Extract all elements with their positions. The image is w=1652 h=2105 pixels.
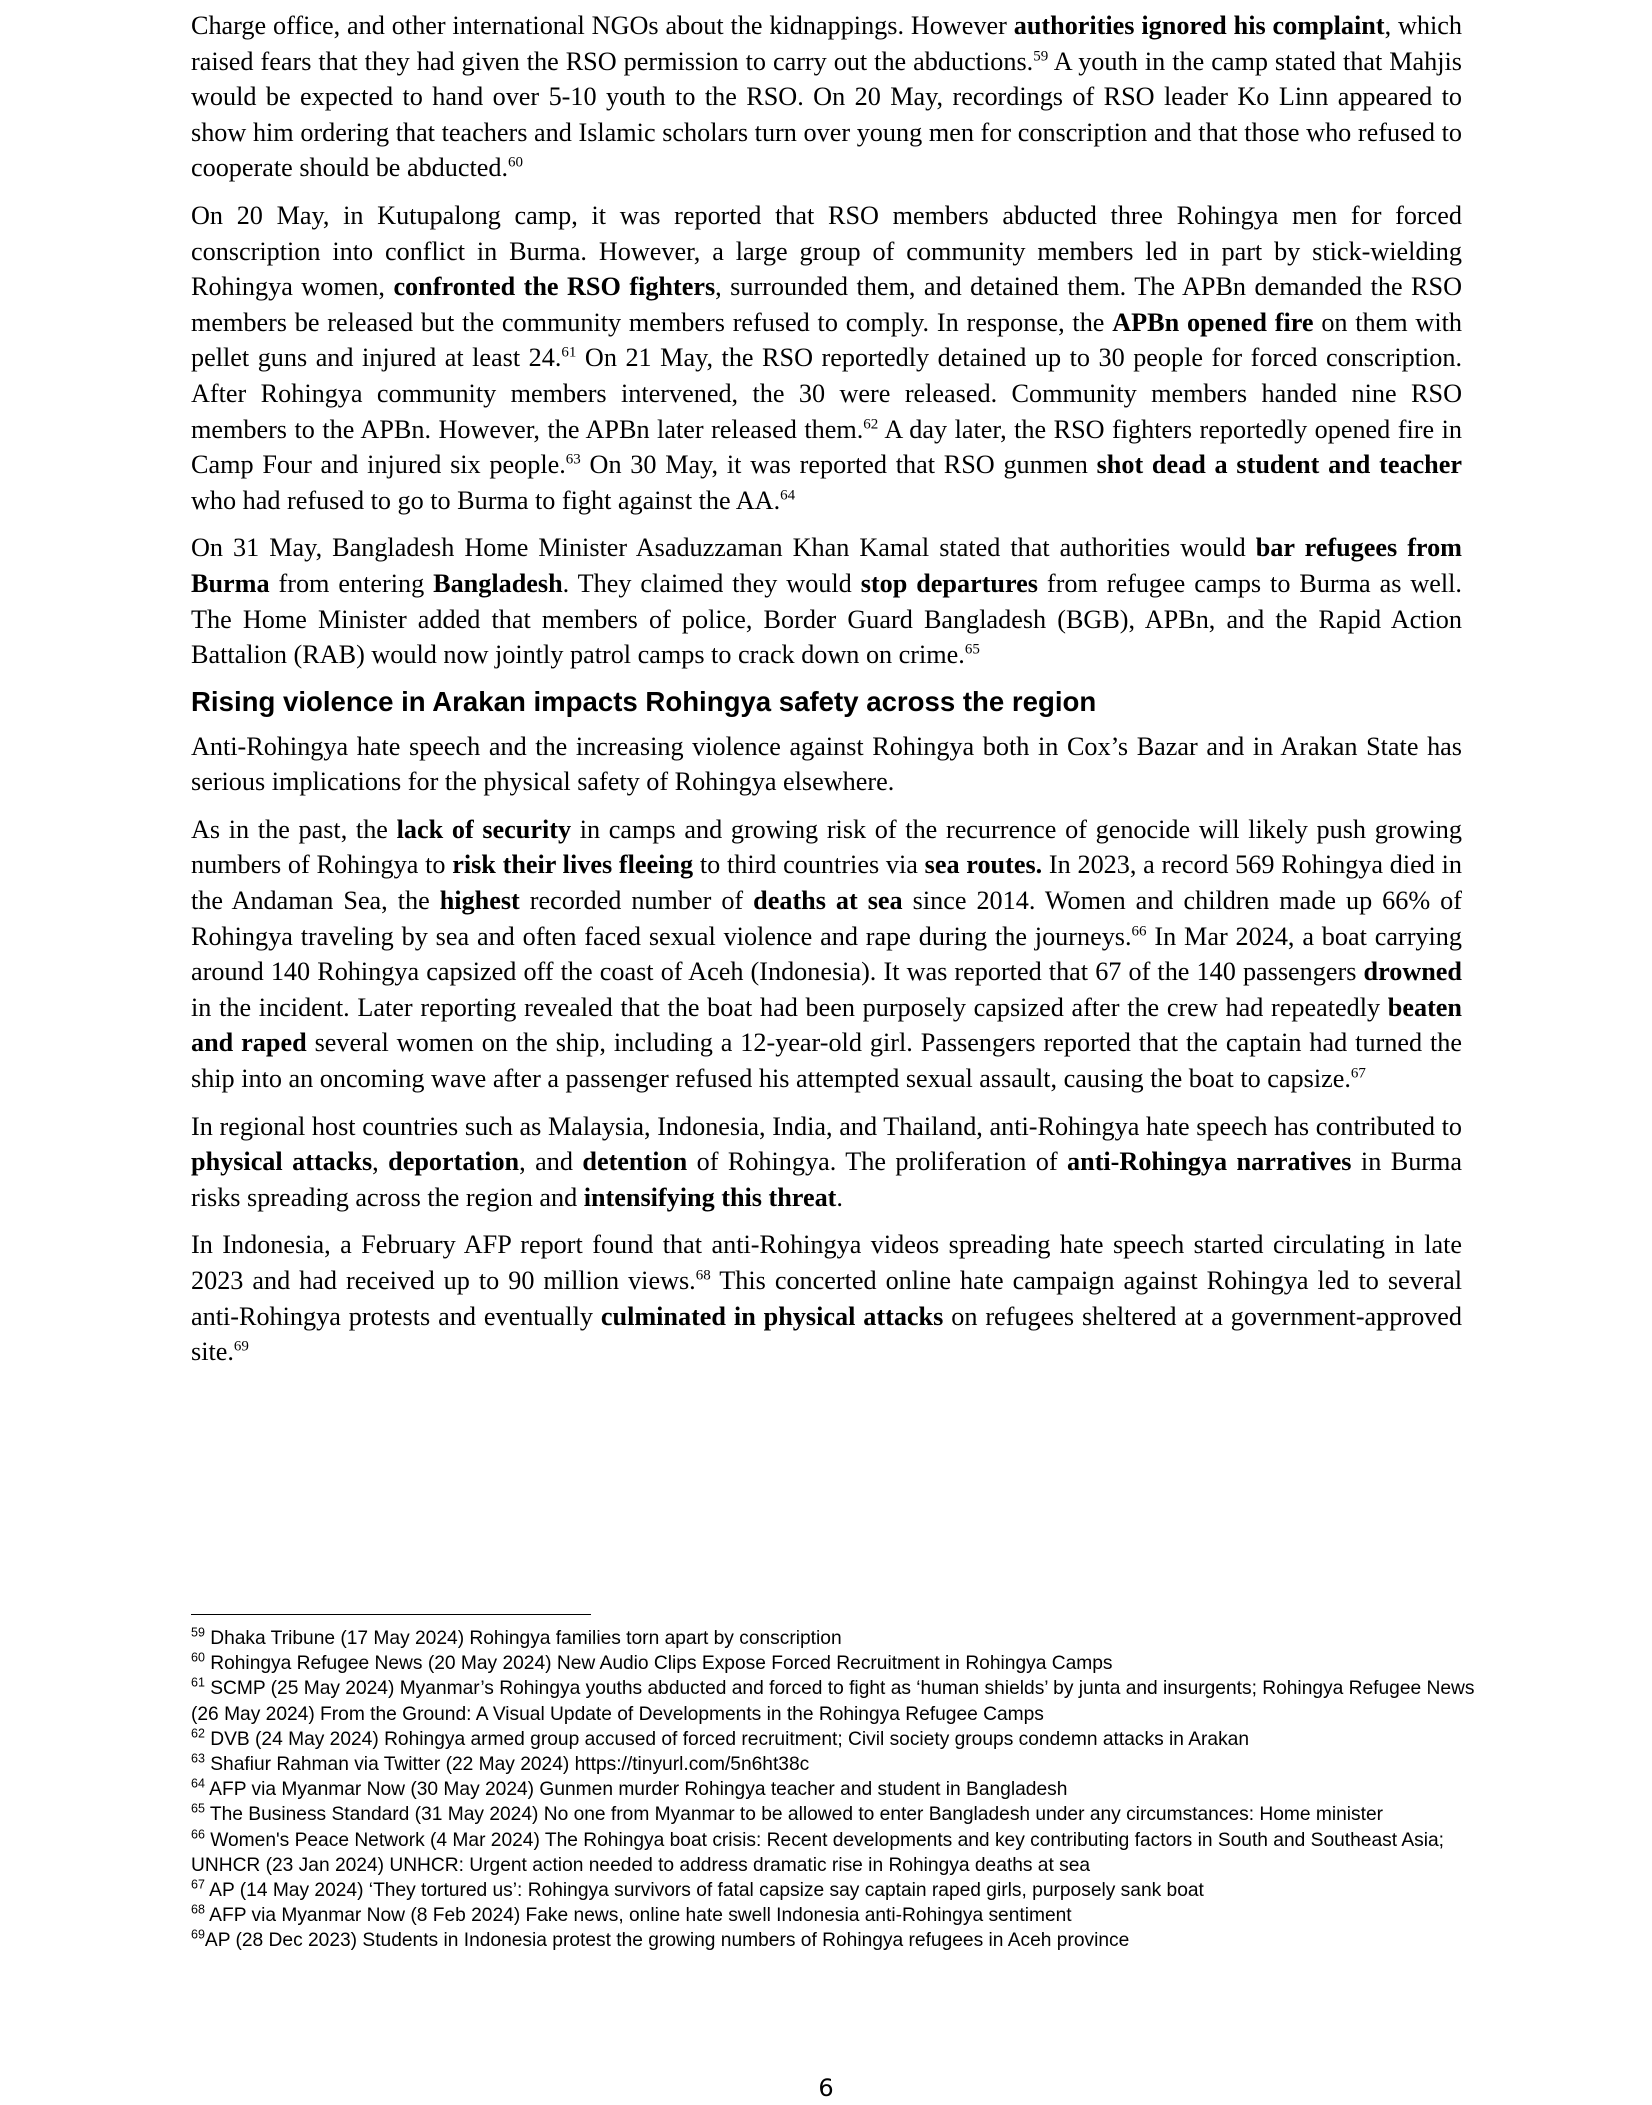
text-run: of Rohingya. The proliferation of xyxy=(687,1147,1068,1177)
footnote-ref: 62 xyxy=(863,415,879,432)
footnote xyxy=(191,1727,1491,1752)
bold-text: highest xyxy=(439,886,520,916)
footnotes xyxy=(191,1626,1491,1954)
bold-text: culminated in physical attacks xyxy=(600,1301,944,1331)
footnote xyxy=(191,1651,1491,1676)
footnote-number: 61 xyxy=(191,1676,205,1691)
text-run: Charge office, and other international NGOs about the kidnappings. However xyxy=(191,11,1014,40)
footnote xyxy=(191,1752,1491,1777)
bold-text: deaths at sea xyxy=(753,886,903,916)
footnote-ref: 68 xyxy=(695,1267,711,1284)
footnote-ref: 67 xyxy=(1350,1065,1366,1082)
paragraph xyxy=(191,1227,1462,1369)
bold-text: stop departures xyxy=(860,568,1038,598)
footnote-ref: 64 xyxy=(780,486,796,503)
bold-text: deportation xyxy=(388,1147,520,1177)
footnote-text: Shafiur Rahman via Twitter (22 May 2024) https://tinyurl.com/5n6ht38c xyxy=(204,1754,810,1776)
footnote xyxy=(191,1626,1491,1651)
footnote-ref: 61 xyxy=(561,344,577,361)
text-run: several women on the ship, including a 12-year-old girl. Passengers reported that the captain had turned the ship into an oncoming wave after a passenger refused his attempted sexual assault, causing the boat to capsize. xyxy=(191,1028,1462,1094)
footnote-text: SCMP (25 May 2024) Myanmar’s Rohingya youths abducted and forced to fight as ‘human shields’ by junta and insurgents; Rohingya Refugee News (26 May 2024) From the Ground: A Visual Update of Developments in the Rohingya Refugee Camps xyxy=(191,1678,1475,1725)
footnote-number: 63 xyxy=(191,1751,205,1766)
text-run: , surrounded them, and detained them. The APBn demanded the RSO members be released but the community members refused to comply. In response, the xyxy=(191,272,1462,337)
section-heading: Rising violence in Arakan impacts Rohingya safety across the region xyxy=(191,685,1097,717)
footnote-number: 62 xyxy=(191,1726,205,1741)
footnote-text: Dhaka Tribune (17 May 2024) Rohingya families torn apart by conscription xyxy=(204,1628,842,1649)
bold-text: bar refugees from Burma xyxy=(191,533,1462,598)
paragraph xyxy=(191,1109,1462,1216)
text-run: On 20 May, in Kutupalong camp, it was reported that RSO members abducted three Rohingya men for forced conscription into conflict in Burma. However, a large group of community members led in part by stick-wielding Rohingya women, xyxy=(191,200,1462,302)
footnote-ref: 69 xyxy=(233,1338,249,1355)
intro-paragraphs xyxy=(191,8,1462,673)
text-run: , which raised fears that they had given the RSO permission to carry out the abductions. xyxy=(191,11,1463,76)
text-run: In 2023, a record 569 Rohingya died in the Andaman Sea, the xyxy=(191,850,1462,916)
footnote-number: 60 xyxy=(191,1650,205,1665)
text-run: from refugee camps to Burma as well. The Home Minister added that members of police, Border Guard Bangladesh (BGB), APBn, and the Rapid Action Battalion (RAB) would now jointly patrol camps to crack down on crime. xyxy=(191,568,1462,670)
footnote-number: 69 xyxy=(191,1928,205,1943)
bold-text: beaten and raped xyxy=(191,992,1462,1058)
text-run: In Mar 2024, a boat carrying around 140 Rohingya capsized off the coast of Aceh (Indonesia). It was reported that 67 of the 140 passengers xyxy=(191,921,1462,987)
text-run: A day later, the RSO fighters reportedly opened fire in Camp Four and injured six people. xyxy=(191,414,1462,480)
text-run: on them with pellet guns and injured at least 24. xyxy=(191,307,1462,373)
footnote-ref: 59 xyxy=(1033,47,1049,64)
footnote-text: AFP via Myanmar Now (8 Feb 2024) Fake news, online hate swell Indonesia anti-Rohingya sentiment xyxy=(204,1905,1072,1927)
text-run: recorded number of xyxy=(519,886,754,916)
bold-text: authorities ignored his complaint xyxy=(1013,11,1385,40)
paragraph xyxy=(191,812,1462,1097)
text-run: . They claimed they would xyxy=(562,568,861,598)
text-run: In regional host countries such as Malaysia, Indonesia, India, and Thailand, anti-Rohingya hate speech has contributed to xyxy=(191,1111,1462,1141)
bold-text: drowned xyxy=(1363,957,1462,987)
text-run: in the incident. Later reporting revealed that the boat had been purposely capsized after the crew had repeatedly xyxy=(191,992,1388,1022)
text-run: On 31 May, Bangladesh Home Minister Asaduzzaman Khan Kamal stated that authorities would xyxy=(191,533,1256,563)
footnote-number: 59 xyxy=(191,1625,205,1640)
paragraph xyxy=(191,729,1462,800)
text-run: As in the past, the xyxy=(191,814,397,844)
footnote xyxy=(191,1676,1491,1726)
text-run: A youth in the camp stated that Mahjis would be expected to hand over 5-10 youth to the RSO. On 20 May, recordings of RSO leader Ko Linn appeared to show him ordering that teachers and Islamic scholars turn over young men for conscription and that those who refused to cooperate should be abducted. xyxy=(191,46,1462,183)
footnote xyxy=(191,1828,1491,1878)
text-run: who had refused to go to Burma to fight against the AA. xyxy=(191,485,781,515)
paragraph xyxy=(191,198,1462,518)
footnote-text: AP (14 May 2024) ‘They tortured us’: Rohingya survivors of fatal capsize say captain raped girls, purposely sank boat xyxy=(204,1880,1204,1902)
footnote-text: AP (28 Dec 2023) Students in Indonesia protest the growing numbers of Rohingya refugees in Aceh province xyxy=(204,1930,1130,1952)
bold-text: lack of security xyxy=(396,814,572,844)
footnote-ref: 66 xyxy=(1131,922,1147,939)
text-run: On 30 May, it was reported that RSO gunmen xyxy=(580,450,1097,480)
footnote xyxy=(191,1777,1491,1802)
text-run: Anti-Rohingya hate speech and the increasing violence against Rohingya both in Cox’s Bazar and in Arakan State has serious implications for the physical safety of Rohingya elsewhere. xyxy=(191,731,1462,797)
text-run: in Burma risks spreading across the region and xyxy=(191,1147,1463,1212)
footnote-ref: 63 xyxy=(565,451,581,468)
footnote-ref: 65 xyxy=(964,641,980,658)
text-run: , xyxy=(372,1147,389,1177)
footnote xyxy=(191,1802,1491,1827)
bold-text: risk their lives fleeing xyxy=(452,850,694,880)
text-run: to third countries via xyxy=(693,850,925,880)
text-run: On 21 May, the RSO reportedly detained up to 30 people for forced conscription. After Rohingya community members intervened, the 30 were released. Community members handed nine RSO members to the APBn. However, the APBn later released them. xyxy=(191,343,1462,444)
text-run: since 2014. Women and children made up 66% of Rohingya traveling by sea and often faced sexual violence and rape during the journeys. xyxy=(191,886,1462,951)
bold-text: confronted the RSO fighters xyxy=(393,272,716,302)
bold-text: intensifying this threat xyxy=(583,1182,837,1212)
body-text xyxy=(191,8,1462,1382)
bold-text: sea routes. xyxy=(924,850,1043,880)
footnote-text: Women's Peace Network (4 Mar 2024) The Rohingya boat crisis: Recent developments and key contributing factors in South and Southeast Asia; UNHCR (23 Jan 2024) UNHCR: Urgent action needed to address dramatic rise in Rohingya deaths at sea xyxy=(191,1829,1444,1876)
footnote-ref: 60 xyxy=(508,154,524,171)
text-run: , and xyxy=(519,1147,583,1177)
text-run: In Indonesia, a February AFP report found that anti-Rohingya videos spreading hate speech started circulating in late 2023 and had received up to 90 million views. xyxy=(191,1230,1462,1295)
paragraph xyxy=(191,8,1462,186)
footnote-text: AFP via Myanmar Now (30 May 2024) Gunmen murder Rohingya teacher and student in Bangladesh xyxy=(204,1779,1068,1801)
bold-text: Bangladesh xyxy=(433,568,563,598)
footnote xyxy=(191,1878,1491,1903)
bold-text: physical attacks xyxy=(191,1147,373,1177)
footnote-text: Rohingya Refugee News (20 May 2024) New Audio Clips Expose Forced Recruitment in Rohingya Camps xyxy=(204,1653,1113,1675)
footnote-separator xyxy=(191,1614,591,1615)
footnote-number: 68 xyxy=(191,1902,205,1917)
text-run: . xyxy=(836,1182,843,1212)
text-run: on refugees sheltered at a government-approved site. xyxy=(191,1301,1462,1367)
footnote-number: 65 xyxy=(191,1802,205,1817)
bold-text: anti-Rohingya narratives xyxy=(1067,1147,1352,1177)
footnote-number: 64 xyxy=(191,1776,205,1791)
bold-text: shot dead a student and teacher xyxy=(1096,450,1462,480)
section-paragraphs xyxy=(191,729,1462,1370)
footnote xyxy=(191,1928,1491,1953)
bold-text: detention xyxy=(582,1147,688,1177)
bold-text: APBn opened fire xyxy=(1112,307,1314,337)
footnote-number: 67 xyxy=(191,1877,205,1892)
footnote-text: The Business Standard (31 May 2024) No one from Myanmar to be allowed to enter Bangladesh under any circumstances: Home minister xyxy=(204,1804,1384,1826)
footnote-text: DVB (24 May 2024) Rohingya armed group accused of forced recruitment; Civil society groups condemn attacks in Arakan xyxy=(204,1728,1250,1750)
footnote-number: 66 xyxy=(191,1827,205,1842)
text-run: This concerted online hate campaign against Rohingya led to several anti-Rohingya protests and eventually xyxy=(191,1266,1462,1331)
page-number: 6 xyxy=(818,2074,834,2102)
text-run: from entering xyxy=(269,568,434,598)
footnote xyxy=(191,1903,1491,1928)
paragraph xyxy=(191,530,1462,672)
text-run: in camps and growing risk of the recurrence of genocide will likely push growing numbers of Rohingya to xyxy=(191,814,1462,880)
